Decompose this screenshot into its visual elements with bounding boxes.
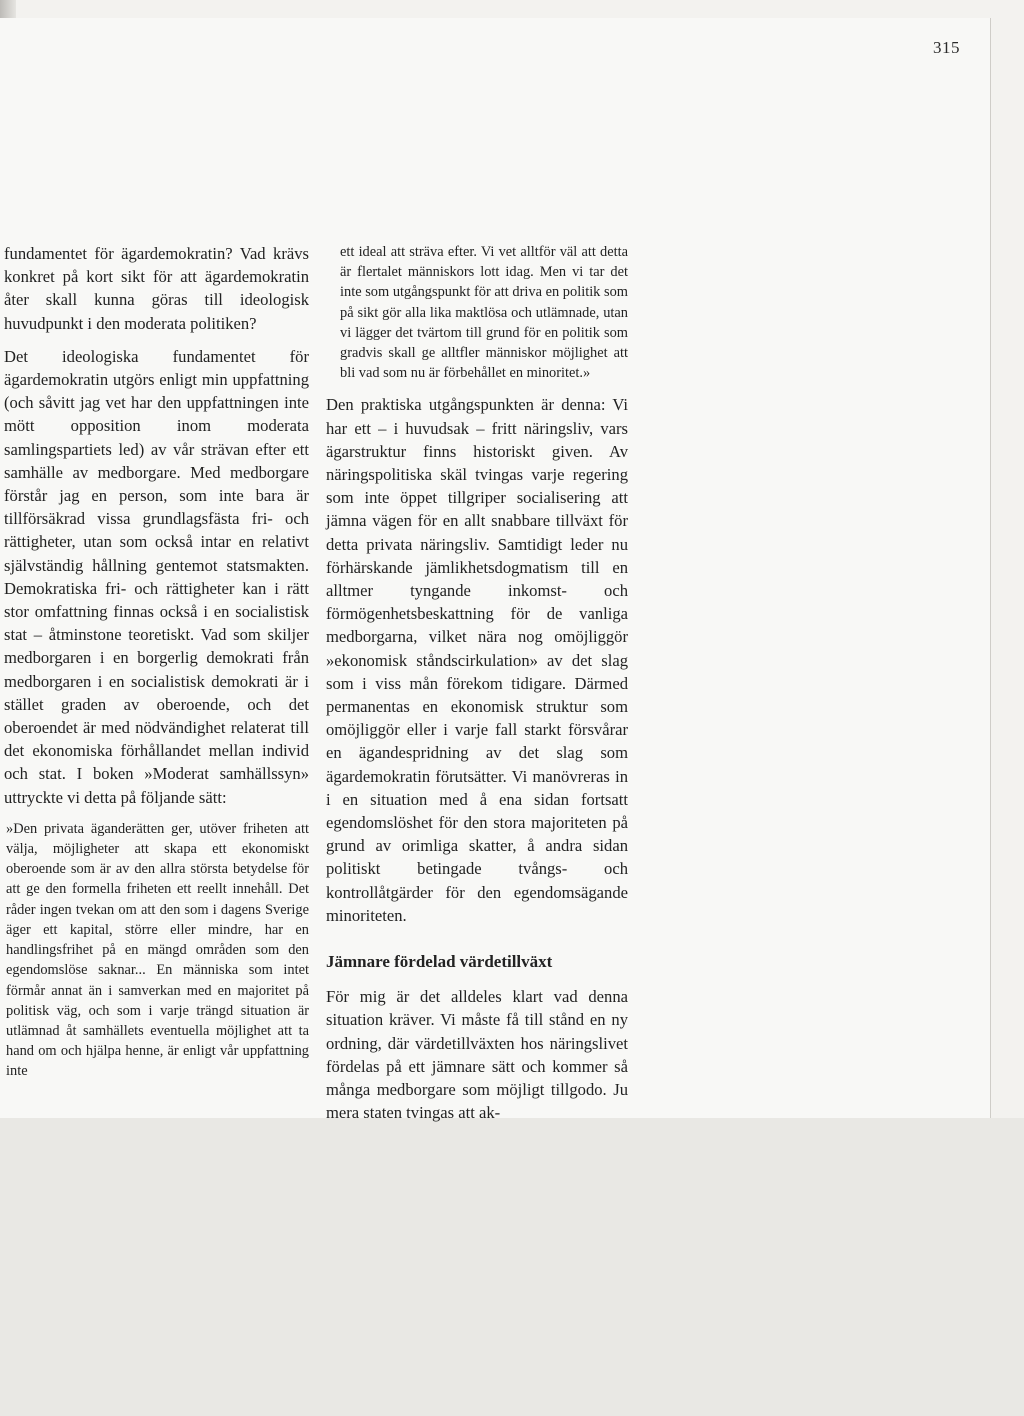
section-heading: Jämnare fördelad värdetillväxt	[326, 952, 553, 972]
right-column	[326, 242, 628, 1124]
right-paragraph-1: Den praktiska utgångspunkten är denna: Vi har ett – i huvudsak – fritt näringsliv, vars ägarstruktur finns historiskt given. Av näringspolitiska skäl tvingas varje regering som inte öppet tillgriper socialisering att jämna vägen för en allt snabbare tillväxt för detta privata näringsliv. Samtidigt leder nu förhärskande jämlikhetsdogmatism till en alltmer tyngande inkomst- och förmögenhetsbeskattning för de vanliga medborgarna, vilket nära nog omöjliggör »ekonomisk ståndscirkulation» av det slag som i viss mån förekom tidigare. Därmed permanentas en ekonomisk struktur som omöjliggör eller i varje fall starkt försvårar en ägandespridning av det slag som ägardemokratin förutsätter. Vi manövreras in i en situation med å ena sidan fortsatt egendomslöshet för den stora majoriteten på grund av orimliga skatter, å andra sidan politiskt betingade tvångs- och kontrollåtgärder för den egendomsägande minoriteten.	[326, 395, 628, 925]
left-paragraph-1: fundamentet för ägardemokratin? Vad krävs konkret på kort sikt för att ägardemokratin åter skall kunna göras till ideologisk huvudpunkt i den moderata politiken?	[4, 244, 309, 333]
page-number: 315	[933, 38, 960, 57]
left-paragraph-2: Det ideologiska fundamentet för ägardemokratin utgörs enligt min uppfattning (och såvitt jag vet har den uppfattningen inte mött opposition inom moderata samlingspartiets led) av vår strävan efter ett samhälle av medborgare. Med medborgare förstår jag en person, som inte bara är tillförsäkrad vissa grundlagsfästa fri- och rättigheter, utan som också intar en relativt självständig hållning gentemot statsmakten. Demokratiska fri- och rättigheter kan i rätt stor omfattning finnas också i en socialistisk stat – åtminstone teoretiskt. Vad som skiljer medborgaren i en borgerlig demokrati från medborgaren i en socialistisk demokrati är i stället graden av oberoende, och det oberoendet är med nödvändighet relaterat till det ekonomiska förhållandet mellan individ och stat. I boken »Moderat samhällssyn» uttryckte vi detta på följande sätt:	[4, 346, 309, 807]
block-quote: »Den privata äganderätten ger, utöver friheten att välja, möjligheter att skapa ett ekonomiskt oberoende som är av den allra största betydelse för att ge den formella friheten ett reellt innehåll. Det råder ingen tvekan om att den som i dagens Sverige äger ett kapital, större eller mindre, har en handlingsfrihet på en mängd områden som den egendomslöse saknar... En människa som intet förmår annat än i samverkan med en majoritet på politisk väg, och som i varje trängd situation är utlämnad åt samhällets eventuella möjlighet att ta hand om och hjälpa henne, är enligt vår uppfattning inte	[6, 820, 309, 1080]
book-page	[0, 18, 991, 1123]
left-column	[4, 242, 309, 1082]
right-paragraph-2: För mig är det alldeles klart vad denna situation kräver. Vi måste få till stånd en ny ordning, där värdetillväxten hos näringslivet fördelas på ett jämnare sätt och kommer så många medborgare som möjligt tillgodo. Ju mera staten tvingas att ak-	[326, 987, 628, 1123]
block-quote-continued: ett ideal att sträva efter. Vi vet alltför väl att detta är flertalet människors lott idag. Men vi tar det inte som utgångspunkt för att driva en politik som på sikt gör alla lika maktlösa och utlämnade, utan vi lägger det tvärtom till grund för en politik som gradvis skall ge alltfler människor möjlighet att bli vad som nu är förbehållet en minoritet.»	[340, 244, 628, 382]
scan-background-bottom	[0, 1118, 1024, 1416]
